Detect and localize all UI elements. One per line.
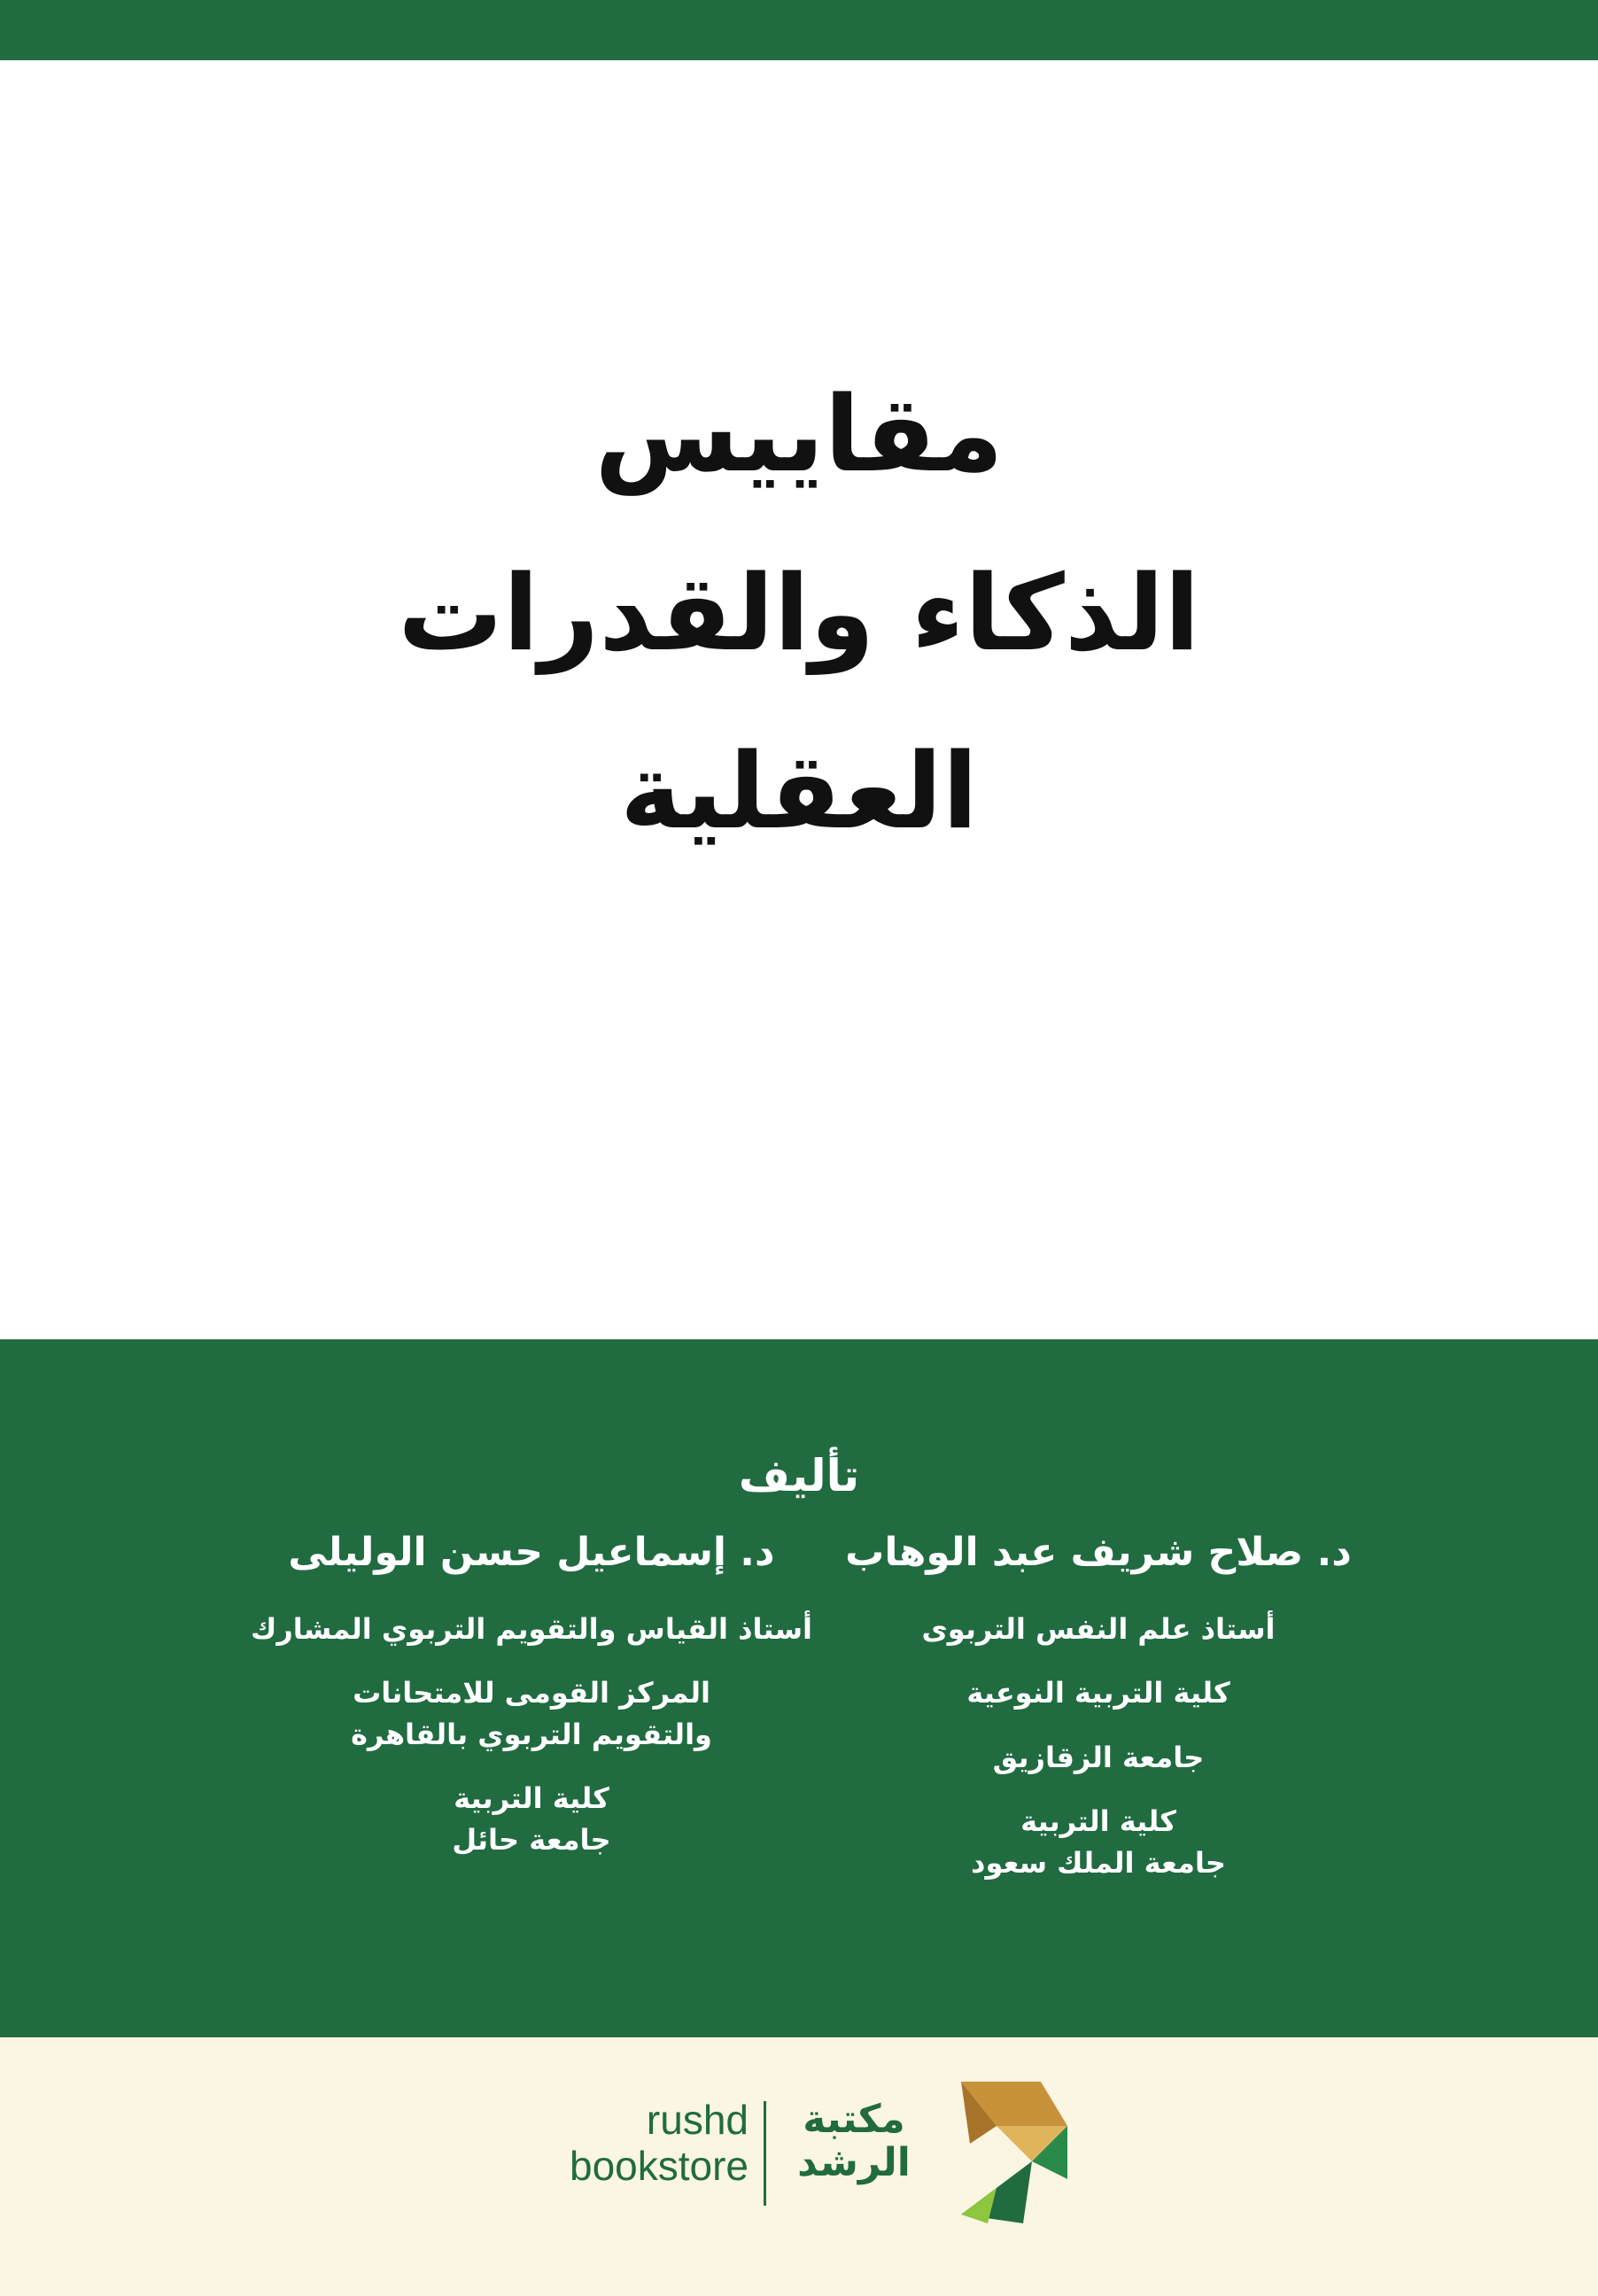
author-2-center: المركز القومى للامتحانات والتقويم التربوي بالقاهرة [351, 1676, 712, 1751]
author-1-faculty: كلية التربية النوعية [966, 1676, 1230, 1710]
logo-divider [764, 2101, 766, 2206]
publisher-footer [0, 2037, 1598, 2296]
author-1-position: أستاذ علم النفس التربوى [921, 1612, 1276, 1646]
title-line-3: العقلية [619, 730, 979, 853]
author-1 [788, 1530, 1408, 1906]
author-2-name: د. إسماعيل حسن الوليلى [288, 1530, 775, 1575]
title-line-1: مقاييس [594, 373, 1004, 495]
authors-section [0, 1339, 1598, 2037]
publisher-name-ar-line2: الرشد [797, 2140, 911, 2186]
author-1-affiliation-2: كلية التربية جامعة الملك سعود [971, 1804, 1226, 1880]
publisher-logo [540, 2073, 1072, 2232]
byline-label: تأليف [738, 1450, 860, 1501]
publisher-name-ar-line1: مكتبة [803, 2097, 905, 2142]
publisher-name-en [540, 2098, 749, 2189]
author-2-position: أستاذ القياس والتقويم التربوي المشارك [250, 1612, 812, 1646]
author-1-university: جامعة الزقازيق [992, 1740, 1205, 1774]
publisher-name-en-line1: rushd [646, 2097, 749, 2143]
title-line-2: الذكاء والقدرات [398, 551, 1200, 674]
book-title [0, 372, 1598, 908]
top-green-band [0, 0, 1598, 60]
author-1-name: د. صلاح شريف عبد الوهاب [845, 1530, 1352, 1575]
author-2-affiliation-2: كلية التربية جامعة حائل [452, 1781, 611, 1857]
publisher-name-en-line2: bookstore [569, 2142, 749, 2189]
rushd-logo-icon [908, 2073, 1067, 2232]
author-2 [221, 1530, 842, 1883]
